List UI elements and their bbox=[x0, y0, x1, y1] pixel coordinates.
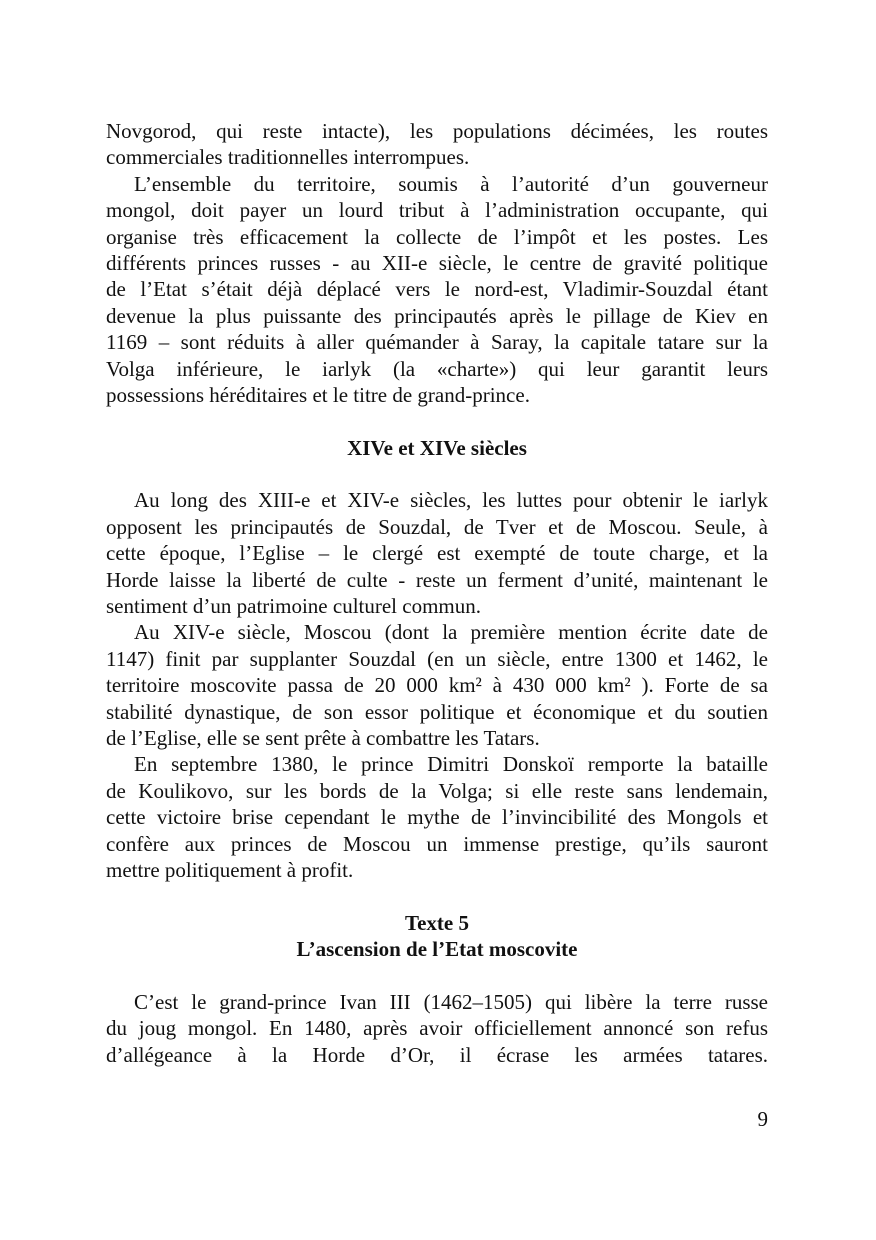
section-heading: XIVe et XIVe siècles bbox=[347, 435, 527, 460]
section-body bbox=[106, 487, 768, 883]
text-line: 1147) finit par supplanter Souzdal (en un siècle, entre 1300 et 1462, le bbox=[106, 646, 768, 671]
text-number-heading: Texte 5 bbox=[405, 910, 469, 935]
text-line: Novgorod, qui reste intacte), les populations décimées, les routes bbox=[106, 119, 768, 143]
text-line: cette époque, l’Eglise – le clergé est exempté de toute charge, et la bbox=[106, 541, 768, 566]
paragraph bbox=[106, 487, 768, 619]
text-line: mettre politiquement à profit. bbox=[106, 857, 354, 882]
text-line: Au XIV-e siècle, Moscou (dont la première mention écrite date de bbox=[134, 620, 768, 645]
text-line: 1169 – sont réduits à aller quémander à Saray, la capitale tatare sur la bbox=[106, 330, 768, 355]
text-line: stabilité dynastique, de son essor politique et économique et du soutien bbox=[106, 699, 768, 724]
text-line: sentiment d’un patrimoine culturel commun. bbox=[106, 594, 481, 619]
text-line: de l’Eglise, elle se sent prête à combattre les Tatars. bbox=[106, 725, 540, 750]
text-title-heading: L’ascension de l’Etat moscovite bbox=[296, 937, 578, 962]
section-text5 bbox=[106, 989, 768, 1068]
spacer bbox=[106, 461, 768, 487]
text-line: possessions héréditaires et le titre de grand-prince. bbox=[106, 382, 530, 407]
page-number: 9 bbox=[757, 1107, 768, 1131]
text-line: commerciales traditionnelles interrompues. bbox=[106, 145, 470, 170]
text-line: C’est le grand-prince Ivan III (1462–1505) qui libère la terre russe bbox=[134, 989, 768, 1014]
paragraph bbox=[106, 619, 768, 751]
spacer bbox=[106, 408, 768, 434]
text-line: En septembre 1380, le prince Dimitri Donskoï remporte la bataille bbox=[134, 752, 768, 777]
text-line: du joug mongol. En 1480, après avoir officiellement annoncé son refus bbox=[106, 1016, 768, 1041]
section-intro bbox=[106, 118, 768, 408]
paragraph bbox=[106, 751, 768, 883]
text-line: différents princes russes - au XII-e siècle, le centre de gravité politique bbox=[106, 250, 768, 275]
spacer bbox=[106, 963, 768, 989]
spacer bbox=[106, 883, 768, 909]
text-line: organise très efficacement la collecte de l’impôt et les postes. Les bbox=[106, 224, 768, 249]
text-line: mongol, doit payer un lourd tribut à l’administration occupante, qui bbox=[106, 198, 768, 223]
text-line: territoire moscovite passa de 20 000 km² à 430 000 km² ). Forte de sa bbox=[106, 673, 768, 698]
text-line: Volga inférieure, le iarlyk (la «charte») qui leur garantit leurs bbox=[106, 356, 768, 381]
text-line: L’ensemble du territoire, soumis à l’autorité d’un gouverneur bbox=[134, 171, 768, 196]
paragraph bbox=[106, 989, 768, 1068]
text-line: d’allégeance à la Horde d’Or, il écrase les armées tatares. bbox=[106, 1042, 768, 1067]
paragraph bbox=[106, 118, 768, 171]
text-line: Au long des XIII-e et XIV-e siècles, les luttes pour obtenir le iarlyk bbox=[134, 488, 768, 513]
document-page bbox=[106, 118, 768, 1068]
text-line: confère aux princes de Moscou un immense prestige, qu’ils sauront bbox=[106, 831, 768, 856]
text-line: devenue la plus puissante des principautés après le pillage de Kiev en bbox=[106, 303, 768, 328]
text-line: Horde laisse la liberté de culte - reste un ferment d’unité, maintenant le bbox=[106, 567, 768, 592]
text-line: opposent les principautés de Souzdal, de Tver et de Moscou. Seule, à bbox=[106, 514, 768, 539]
paragraph bbox=[106, 171, 768, 409]
text-line: de Koulikovo, sur les bords de la Volga; si elle reste sans lendemain, bbox=[106, 778, 768, 803]
text-line: de l’Etat s’était déjà déplacé vers le nord-est, Vladimir-Souzdal étant bbox=[106, 277, 768, 302]
text-line: cette victoire brise cependant le mythe de l’invincibilité des Mongols et bbox=[106, 805, 768, 830]
